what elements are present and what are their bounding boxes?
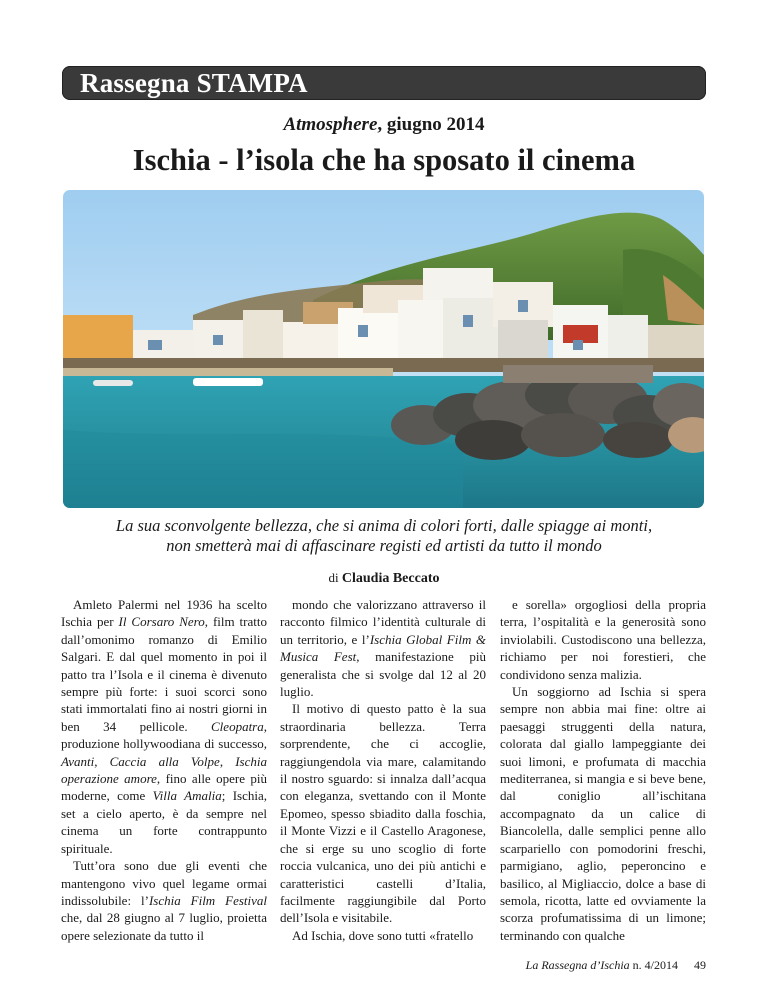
page-footer xyxy=(500,958,706,973)
italic-title: Villa Amalia xyxy=(152,788,222,804)
source-magazine: Atmosphere xyxy=(283,114,378,135)
text-run: Tutt’ora sono due gli eventi che mantengono vivo quel legame ormai indissolubile: l’ xyxy=(61,858,267,908)
caption-line-1: La sua sconvolgente bellezza, che si anima di colori forti, dalle spiagge ai monti, xyxy=(115,516,653,535)
text-column-2 xyxy=(280,596,486,944)
section-title: Rassegna STAMPA xyxy=(80,68,308,98)
photo-caption xyxy=(60,516,708,556)
harbor-photo-icon xyxy=(63,190,704,508)
italic-title: Caccia alla Volpe xyxy=(109,753,220,769)
paragraph xyxy=(280,927,486,944)
text-run: , fino alle opere più moderne, come xyxy=(61,771,267,804)
article-headline: Ischia - l’isola che ha sposato il cinema xyxy=(132,143,636,177)
paragraph xyxy=(280,596,486,700)
section-banner xyxy=(62,66,706,100)
byline-prefix: di xyxy=(328,570,339,585)
text-run: e sorella» orgogliosi della propria terra, l’ospitalità e la generosità sono inviolabili. Custodiscono una bellezza, richiamo per noi forestieri, che condividono senza malizia. xyxy=(500,597,706,682)
text-run: , xyxy=(94,753,110,769)
italic-title: Ischia Film Festival xyxy=(148,892,268,908)
paragraph xyxy=(280,700,486,926)
source-date: , giugno 2014 xyxy=(377,114,485,135)
paragraph xyxy=(500,596,706,683)
text-run: Un soggiorno ad Ischia si spera sempre non abbia mai fine: oltre ai paesaggi struggenti della natura, colorata dal giallo lampeggiante dei suoi limoni, e profumata di macchia mediterranea, si mangia e si beve bene, dal coniglio all’ischitana accompagnato da un calice di Biancolella, dalle semplici penne allo scarpariello con pomodorini freschi, parmigiano, aglio, peperoncino e basilico, al Migliaccio, dolce a base di semola, ricotta, latte ed ovviamente la scorza profumatissima di un limone; terminando con qualche xyxy=(500,684,706,943)
italic-title: Cleopatra xyxy=(211,718,264,734)
text-run: Il motivo di questo patto è la sua straordinaria bellezza. Terra sorprendente, che ci accoglie, raggiungendola via mare, calamitando il nostro sguardo: si innalza dall’acqua con eleganza, svettando con il Monte Epomeo, spesso sbiadito dalla foschia, il Monte Vizzi e il Castello Aragonese, che si erge su uno scoglio di forte roccia vulcanica, uno dei più antichi e caratteristici castelli d’Italia, facilmente raggiungibile dal Porto dell’Isola e visitabile. xyxy=(280,701,486,926)
text-run: ; Ischia, set a cielo aperto, è da sempre nel cinema un forte contrappunto spirituale. xyxy=(61,788,267,856)
text-run: , produzione hollywoodiana di successo, xyxy=(61,718,267,752)
text-run: Ad Ischia, dove sono tutti «fratello xyxy=(292,927,474,943)
footer-magazine: La Rassegna d’Ischia xyxy=(525,958,630,972)
byline-author: Claudia Beccato xyxy=(341,571,440,586)
paragraph xyxy=(500,683,706,944)
text-run: che, dal 28 giugno al 7 luglio, proietta opere selezionate da tutto il xyxy=(61,910,267,943)
caption-line-2: non smetterà mai di affascinare registi ed artisti da tutto il mondo xyxy=(166,536,602,555)
text-run: Amleto Palermi nel 1936 ha scelto Ischia per xyxy=(61,597,267,630)
text-run: mondo che valorizzano attraverso il racconto filmico l’identità culturale di un territorio, e l’ xyxy=(280,597,486,647)
italic-title: Ischia operazione amore xyxy=(61,753,267,787)
italic-title: Ischia Global Film & Musica Fest xyxy=(280,631,486,665)
text-run: , manifestazione più generalista che si svolge dal 12 al 20 luglio. xyxy=(280,649,486,700)
paragraph xyxy=(61,857,267,944)
source-line xyxy=(0,114,768,136)
footer-issue: n. 4/2014 xyxy=(629,958,678,972)
text-run: , xyxy=(219,753,236,769)
paragraph xyxy=(61,596,267,857)
italic-title: Avanti xyxy=(61,753,95,769)
text-column-3 xyxy=(500,596,706,944)
byline xyxy=(0,570,768,587)
text-run: , film tratto dall’omonimo romanzo di Emilio Salgari. E dal quel momento in poi il patto tra l’Isola e il cinema è divenuto sempre più forte: i suoi scorci sono stati immortalati fino ai nostri giorni in ben 34 pellicole. xyxy=(61,614,267,734)
text-column-1 xyxy=(61,596,267,944)
page-number: 49 xyxy=(694,958,706,972)
italic-title: Il Corsaro Nero xyxy=(118,614,205,630)
